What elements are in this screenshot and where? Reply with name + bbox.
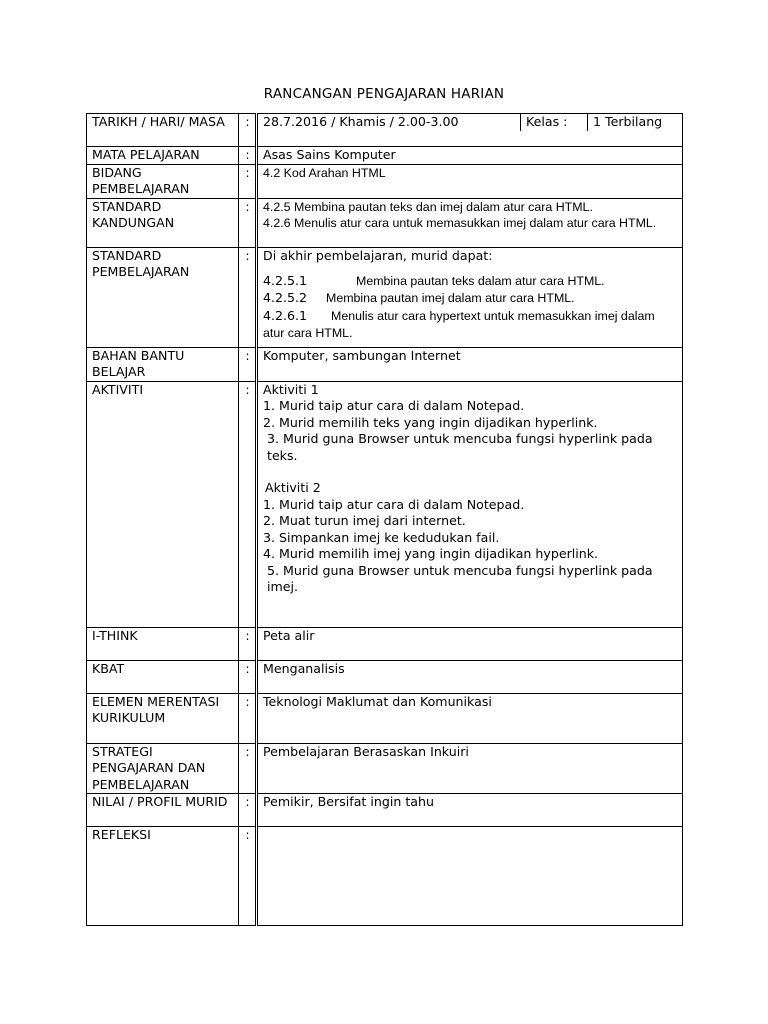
aktiviti-1-step: 3. Murid guna Browser untuk mencuba fungsi hyperlink pada teks. (267, 431, 653, 463)
value-tarikh: 28.7.2016 / Khamis / 2.00-3.00 (263, 114, 459, 129)
label-strategi: STRATEGI PENGAJARAN DAN PEMBELAJARAN (87, 743, 239, 794)
colon: : (239, 693, 257, 743)
sp-intro: Di akhir pembelajaran, murid dapat: (263, 247, 493, 263)
value-bahan-bantu: Komputer, sambungan Internet (257, 347, 683, 381)
value-kbat: Menganalisis (257, 660, 683, 693)
value-bidang: 4.2 Kod Arahan HTML (257, 164, 683, 198)
colon: : (239, 627, 257, 660)
aktiviti-1-step: 1. Murid taip atur cara di dalam Notepad. (263, 398, 525, 413)
label-elemen: ELEMEN MERENTASI KURIKULUM (87, 693, 239, 743)
lesson-plan-table (86, 113, 683, 926)
aktiviti-1-title: Aktiviti 1 (263, 381, 319, 397)
row-refleksi (87, 827, 683, 926)
value-refleksi (257, 827, 683, 926)
label-aktiviti: AKTIVITI (87, 381, 239, 627)
sp-item: 4.2.5.2 Membina pautan imej dalam atur cara HTML. (263, 289, 575, 305)
sp-item: 4.2.6.1 Menulis atur cara hypertext untuk memasukkan imej dalam atur cara HTML. (263, 308, 655, 340)
row-tarikh (87, 114, 683, 147)
label-nilai: NILAI / PROFIL MURID (87, 794, 239, 827)
label-standard-kandungan: STANDARD KANDUNGAN (87, 198, 239, 247)
value-strategi: Pembelajaran Berasaskan Inkuiri (257, 743, 683, 794)
colon: : (239, 347, 257, 381)
aktiviti-2-step: 4. Murid memilih imej yang ingin dijadikan hyperlink. (263, 546, 599, 561)
sp-item: 4.2.5.1 Membina pautan teks dalam atur cara HTML. (263, 273, 605, 288)
label-bidang: BIDANG PEMBELAJARAN (87, 164, 239, 198)
colon: : (239, 198, 257, 247)
aktiviti-2-step: 5. Murid guna Browser untuk mencuba fungsi hyperlink pada imej. (267, 562, 653, 594)
label-kelas: Kelas : (520, 114, 587, 131)
value-nilai: Pemikir, Bersifat ingin tahu (257, 794, 683, 827)
row-bidang (87, 164, 683, 198)
aktiviti-1-step: 2. Murid memilih teks yang ingin dijadikan hyperlink. (263, 414, 598, 430)
aktiviti-2-step: 1. Murid taip atur cara di dalam Notepad. (263, 496, 525, 512)
label-bahan-bantu: BAHAN BANTU BELAJAR (87, 347, 239, 381)
sk-line: 4.2.6 Menulis atur cara untuk memasukkan imej dalam atur cara HTML. (263, 216, 657, 230)
row-kbat (87, 660, 683, 693)
row-standard-kandungan (87, 198, 683, 247)
colon: : (239, 660, 257, 693)
colon: : (239, 743, 257, 794)
label-standard-pembelajaran: STANDARD PEMBELAJARAN (87, 247, 239, 347)
row-bahan-bantu (87, 347, 683, 381)
value-kelas: 1 Terbilang (587, 114, 682, 131)
colon: : (239, 381, 257, 627)
row-mata-pelajaran (87, 147, 683, 165)
colon: : (239, 164, 257, 198)
row-aktiviti (87, 381, 683, 627)
colon: : (239, 827, 257, 926)
label-tarikh: TARIKH / HARI/ MASA (87, 114, 239, 147)
aktiviti-2-step: 3. Simpankan imej ke kedudukan fail. (263, 529, 500, 545)
value-mata-pelajaran: Asas Sains Komputer (257, 147, 683, 165)
colon: : (239, 247, 257, 347)
sk-line: 4.2.5 Membina pautan teks dan imej dalam atur cara HTML. (263, 199, 593, 214)
row-ithink (87, 627, 683, 660)
value-ithink: Peta alir (257, 627, 683, 660)
aktiviti-2-title: Aktiviti 2 (265, 480, 321, 495)
value-elemen: Teknologi Maklumat dan Komunikasi (257, 693, 683, 743)
page-title: RANCANGAN PENGAJARAN HARIAN (263, 86, 505, 102)
row-standard-pembelajaran (87, 247, 683, 347)
label-refleksi: REFLEKSI (87, 827, 239, 926)
label-mata-pelajaran: MATA PELAJARAN (87, 147, 239, 165)
label-kbat: KBAT (87, 660, 239, 693)
colon: : (239, 794, 257, 827)
row-elemen (87, 693, 683, 743)
colon: : (239, 114, 257, 147)
colon: : (239, 147, 257, 165)
row-strategi (87, 743, 683, 794)
row-nilai (87, 794, 683, 827)
label-ithink: I-THINK (87, 627, 239, 660)
aktiviti-2-step: 2. Muat turun imej dari internet. (263, 513, 466, 528)
